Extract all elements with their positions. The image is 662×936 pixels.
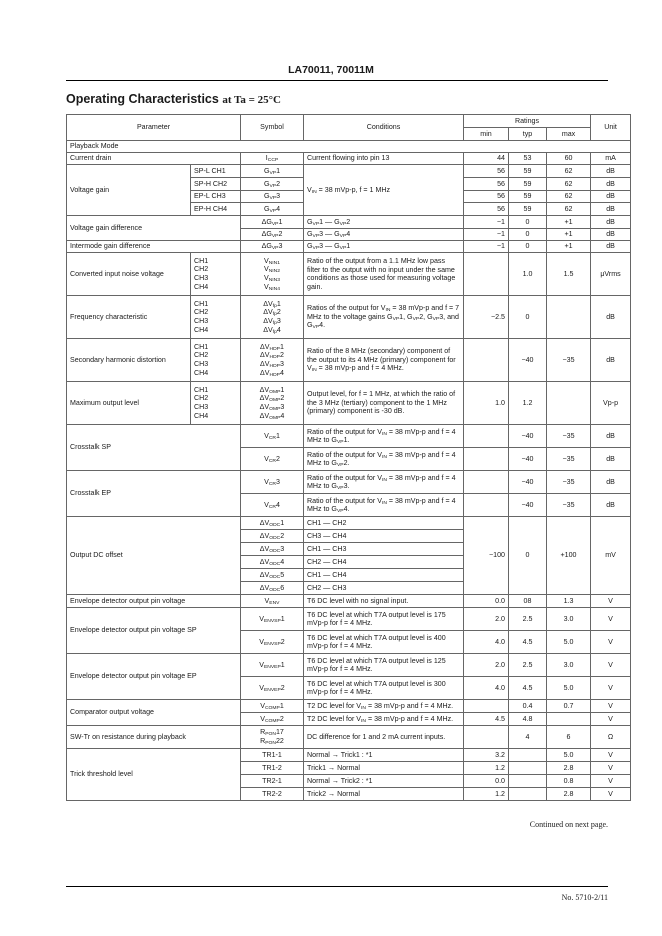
- cond: $G_{VP}3$ — $G_{VP}4$: [304, 229, 464, 241]
- symbol: TR2-2: [241, 788, 304, 801]
- unit: V: [591, 654, 631, 677]
- max: 62: [547, 203, 591, 216]
- cond: Trick2 → Normal: [304, 788, 464, 801]
- cond: CH2 — CH3: [304, 582, 464, 595]
- row-current-drain: [67, 153, 631, 165]
- symbol: $V_{ENV}$: [241, 595, 304, 608]
- typ: −40: [509, 425, 547, 448]
- max: 5.0: [547, 749, 591, 762]
- header-conditions: Conditions: [304, 115, 464, 141]
- max: +1: [547, 241, 591, 253]
- row-voltage-gain: [67, 165, 631, 178]
- symbol: $V_{CR}1$: [241, 425, 304, 448]
- mode-row: Playback Mode: [67, 141, 631, 153]
- channels: CH1 CH2 CH3 CH4: [191, 339, 241, 382]
- unit: V: [591, 713, 631, 726]
- symbol: $G_{VP}4$: [241, 203, 304, 216]
- typ: 0: [509, 517, 547, 595]
- param: Envelope detector output pin voltage SP: [67, 608, 241, 654]
- symbol: $\Delta V_{HDP}1$ $\Delta V_{HDP}2$ $\Delta V_{HDP}3$ $\Delta V_{HDP}4$: [241, 339, 304, 382]
- cond: Ratio of the output for $V_{IN} = 38$ mVp-p and f = 4 MHz to $G_{VP}4$.: [304, 494, 464, 517]
- typ: 4.5: [509, 677, 547, 700]
- min: [464, 253, 509, 296]
- max: +1: [547, 229, 591, 241]
- cond: $G_{VP}3$ — $G_{VP}1$: [304, 241, 464, 253]
- typ: 4.8: [509, 713, 547, 726]
- max: 60: [547, 153, 591, 165]
- cond: CH1 — CH2: [304, 517, 464, 530]
- max: 0.8: [547, 775, 591, 788]
- min: 1.2: [464, 762, 509, 775]
- top-rule: [66, 80, 608, 81]
- unit: V: [591, 775, 631, 788]
- cond: Ratio of the output for $V_{IN} = 38$ mVp-p and f = 4 MHz to $G_{VP}3$.: [304, 471, 464, 494]
- document-title: LA70011, 70011M: [288, 64, 374, 76]
- typ: 2.5: [509, 654, 547, 677]
- param: Maximum output level: [67, 382, 191, 425]
- symbol: TR2-1: [241, 775, 304, 788]
- min: −1: [464, 229, 509, 241]
- unit: mA: [591, 153, 631, 165]
- param: Current drain: [67, 153, 241, 165]
- channels: CH1 CH2 CH3 CH4: [191, 253, 241, 296]
- typ: 0: [509, 296, 547, 339]
- unit: V: [591, 677, 631, 700]
- max: −35: [547, 425, 591, 448]
- max: 1.5: [547, 253, 591, 296]
- min: 0.0: [464, 775, 509, 788]
- row-envelope-ep: [67, 654, 631, 677]
- min: −2.5: [464, 296, 509, 339]
- max: 62: [547, 178, 591, 191]
- typ: −40: [509, 448, 547, 471]
- min: [464, 339, 509, 382]
- row-envelope: [67, 595, 631, 608]
- cond: Normal → Trick2 : *1: [304, 775, 464, 788]
- symbol: $V_{NIN1}$ $V_{NIN2}$ $V_{NIN3}$ $V_{NIN4}$: [241, 253, 304, 296]
- cond: CH1 — CH4: [304, 569, 464, 582]
- param: SW-Tr on resistance during playback: [67, 726, 241, 749]
- symbol: $V_{CR}4$: [241, 494, 304, 517]
- unit: μVrms: [591, 253, 631, 296]
- continued-note: Continued on next page.: [529, 820, 608, 829]
- max: +100: [547, 517, 591, 595]
- min: 2.0: [464, 608, 509, 631]
- symbol: $\Delta V_{ODC}4$: [241, 556, 304, 569]
- cond: DC difference for 1 and 2 mA current inputs.: [304, 726, 464, 749]
- typ: −40: [509, 494, 547, 517]
- header-max: max: [547, 128, 591, 141]
- min: 4.0: [464, 677, 509, 700]
- channels: CH1 CH2 CH3 CH4: [191, 382, 241, 425]
- unit: dB: [591, 203, 631, 216]
- row-frequency: [67, 296, 631, 339]
- min: 3.2: [464, 749, 509, 762]
- unit: dB: [591, 448, 631, 471]
- symbol: $\Delta G_{VP}1$: [241, 216, 304, 229]
- symbol: $\Delta V_{ODC}2$: [241, 530, 304, 543]
- min: [464, 448, 509, 471]
- param: Converted input noise voltage: [67, 253, 191, 296]
- min: −1: [464, 216, 509, 229]
- typ: [509, 788, 547, 801]
- typ: 53: [509, 153, 547, 165]
- min: 56: [464, 191, 509, 203]
- max: −35: [547, 494, 591, 517]
- typ: 0: [509, 241, 547, 253]
- page-number: No. 5710-2/11: [561, 893, 608, 902]
- symbol: $\Delta G_{VP}2$: [241, 229, 304, 241]
- row-crosstalk-ep: [67, 471, 631, 494]
- param: Envelope detector output pin voltage EP: [67, 654, 241, 700]
- row-gain-difference: [67, 216, 631, 229]
- symbol: $G_{VP}1$: [241, 165, 304, 178]
- max: +1: [547, 216, 591, 229]
- typ: [509, 762, 547, 775]
- max: 6: [547, 726, 591, 749]
- max: 5.0: [547, 631, 591, 654]
- param: Envelope detector output pin voltage: [67, 595, 241, 608]
- section-title-text: Operating Characteristics: [66, 92, 219, 106]
- symbol: $V_{ENVSP}2$: [241, 631, 304, 654]
- unit: dB: [591, 296, 631, 339]
- row-harmonic: [67, 339, 631, 382]
- max: 5.0: [547, 677, 591, 700]
- sub: EP-L CH3: [191, 191, 241, 203]
- cond: Ratio of the output for $V_{IN} = 38$ mVp-p and f = 4 MHz to $G_{VP}1$.: [304, 425, 464, 448]
- row-sw-tr: [67, 726, 631, 749]
- typ: 1.0: [509, 253, 547, 296]
- unit: V: [591, 631, 631, 654]
- symbol: TR1-1: [241, 749, 304, 762]
- param: Secondary harmonic distortion: [67, 339, 191, 382]
- typ: 59: [509, 191, 547, 203]
- symbol: $\Delta V_{ODC}6$: [241, 582, 304, 595]
- min: 1.0: [464, 382, 509, 425]
- symbol: $R_{PON}17$ $R_{PON}22$: [241, 726, 304, 749]
- cond: Trick1 → Normal: [304, 762, 464, 775]
- min: −1: [464, 241, 509, 253]
- symbol: TR1-2: [241, 762, 304, 775]
- unit: V: [591, 762, 631, 775]
- param: Output DC offset: [67, 517, 241, 595]
- typ: 2.5: [509, 608, 547, 631]
- row-dc-offset: [67, 517, 631, 530]
- unit: dB: [591, 425, 631, 448]
- unit: dB: [591, 471, 631, 494]
- section-condition: at Ta = 25°C: [222, 94, 281, 106]
- min: 56: [464, 165, 509, 178]
- symbol: $V_{ENVSP}1$: [241, 608, 304, 631]
- unit: V: [591, 595, 631, 608]
- typ: 08: [509, 595, 547, 608]
- cond: T6 DC level at which T7A output level is 400 mVp-p for f = 4 MHz.: [304, 631, 464, 654]
- unit: dB: [591, 339, 631, 382]
- cond: $G_{VP}1$ — $G_{VP}2$: [304, 216, 464, 229]
- symbol: $V_{ENVEP}1$: [241, 654, 304, 677]
- min: 1.2: [464, 788, 509, 801]
- unit: V: [591, 608, 631, 631]
- min: −100: [464, 517, 509, 595]
- min: 0.0: [464, 595, 509, 608]
- unit: Ω: [591, 726, 631, 749]
- sub: SP-L CH1: [191, 165, 241, 178]
- unit: V: [591, 788, 631, 801]
- max: 0.7: [547, 700, 591, 713]
- max: 62: [547, 191, 591, 203]
- min: 56: [464, 178, 509, 191]
- symbol: $V_{COMP}2$: [241, 713, 304, 726]
- typ: [509, 775, 547, 788]
- unit: dB: [591, 229, 631, 241]
- min: [464, 494, 509, 517]
- cond: Ratios of the output for $V_{IN} = 38$ mVp-p and f = 7 MHz to the voltage gains $G_{VP}1$, $G_{VP}2$, $G_{VP}3$, and $G_{VP}4$.: [304, 296, 464, 339]
- symbol: $G_{VP}3$: [241, 191, 304, 203]
- symbol: $V_{COMP}1$: [241, 700, 304, 713]
- row-envelope-sp: [67, 608, 631, 631]
- symbol: $\Delta G_{VP}3$: [241, 241, 304, 253]
- symbol: $\Delta V_{ODC}1$: [241, 517, 304, 530]
- param: Voltage gain difference: [67, 216, 241, 241]
- channels: CH1 CH2 CH3 CH4: [191, 296, 241, 339]
- sub: EP-H CH4: [191, 203, 241, 216]
- symbol: $\Delta V_{fp}1$ $\Delta V_{fp}2$ $\Delta V_{fp}3$ $\Delta V_{fp}4$: [241, 296, 304, 339]
- typ: 0: [509, 216, 547, 229]
- typ: 4: [509, 726, 547, 749]
- typ: 0: [509, 229, 547, 241]
- max: [547, 713, 591, 726]
- sub: SP-H CH2: [191, 178, 241, 191]
- max: [547, 382, 591, 425]
- header-unit: Unit: [591, 115, 631, 141]
- max: 3.0: [547, 608, 591, 631]
- typ: 59: [509, 165, 547, 178]
- symbol: $\Delta V_{ODC}5$: [241, 569, 304, 582]
- typ: 1.2: [509, 382, 547, 425]
- min: 44: [464, 153, 509, 165]
- unit: dB: [591, 494, 631, 517]
- header-min: min: [464, 128, 509, 141]
- min: 2.0: [464, 654, 509, 677]
- header-typ: typ: [509, 128, 547, 141]
- max: −35: [547, 339, 591, 382]
- max: −35: [547, 471, 591, 494]
- row-comparator: [67, 700, 631, 713]
- param: Frequency characteristic: [67, 296, 191, 339]
- min: [464, 700, 509, 713]
- cond: Ratio of the output for $V_{IN} = 38$ mVp-p and f = 4 MHz to $G_{VP}2$.: [304, 448, 464, 471]
- section-title: [66, 92, 281, 106]
- min: [464, 471, 509, 494]
- symbol: $\Delta V_{ODC}3$: [241, 543, 304, 556]
- param: Crosstalk SP: [67, 425, 241, 471]
- max: 1.3: [547, 595, 591, 608]
- typ: [509, 749, 547, 762]
- param: Trick threshold level: [67, 749, 241, 801]
- cond: T6 DC level at which T7A output level is 125 mVp-p for f = 4 MHz.: [304, 654, 464, 677]
- symbol: $G_{VP}2$: [241, 178, 304, 191]
- cond: T2 DC level for $V_{IN} = 38$ mVp-p and f = 4 MHz.: [304, 700, 464, 713]
- row-intermode-gain: [67, 241, 631, 253]
- symbol: $I_{CCP}$: [241, 153, 304, 165]
- unit: V: [591, 749, 631, 762]
- header-parameter: Parameter: [67, 115, 241, 141]
- max: −35: [547, 448, 591, 471]
- unit: mV: [591, 517, 631, 595]
- typ: 4.5: [509, 631, 547, 654]
- cond: Ratio of the 8 MHz (secondary) component of the output to its 4 MHz (primary) component for $V_{IN} = 38$ mVp-p and f = 4 MHz.: [304, 339, 464, 382]
- cond: Current flowing into pin 13: [304, 153, 464, 165]
- param: Intermode gain difference: [67, 241, 241, 253]
- row-input-noise: [67, 253, 631, 296]
- typ: −40: [509, 471, 547, 494]
- max: 62: [547, 165, 591, 178]
- cond: Normal → Trick1 : *1: [304, 749, 464, 762]
- unit: dB: [591, 165, 631, 178]
- max: [547, 296, 591, 339]
- typ: 0.4: [509, 700, 547, 713]
- row-trick: [67, 749, 631, 762]
- cond: CH3 — CH4: [304, 530, 464, 543]
- cond: Output level, for f = 1 MHz, at which the ratio of the 3 MHz (tertiary) component to the 1 MHz (primary) component is -30 dB.: [304, 382, 464, 425]
- bottom-rule: [66, 886, 608, 887]
- cond: T2 DC level for $V_{IN} = 38$ mVp-p and f = 4 MHz.: [304, 713, 464, 726]
- cond: T6 DC level at which T7A output level is 300 mVp-p for f = 4 MHz.: [304, 677, 464, 700]
- row-max-output: [67, 382, 631, 425]
- min: 56: [464, 203, 509, 216]
- operating-characteristics-table: [66, 114, 631, 801]
- row-crosstalk-sp: [67, 425, 631, 448]
- symbol: $V_{ENVEP}2$: [241, 677, 304, 700]
- cond: T6 DC level at which T7A output level is 175 mVp-p for f = 4 MHz.: [304, 608, 464, 631]
- typ: 59: [509, 178, 547, 191]
- symbol: $V_{CR}3$: [241, 471, 304, 494]
- min: [464, 425, 509, 448]
- min: [464, 726, 509, 749]
- cond: $V_{IN} = 38$ mVp-p, f = 1 MHz: [304, 165, 464, 216]
- max: 3.0: [547, 654, 591, 677]
- header-ratings: Ratings: [464, 115, 591, 128]
- cond: T6 DC level with no signal input.: [304, 595, 464, 608]
- unit: V: [591, 700, 631, 713]
- symbol: $V_{CR}2$: [241, 448, 304, 471]
- param: Crosstalk EP: [67, 471, 241, 517]
- max: 2.8: [547, 788, 591, 801]
- max: 2.8: [547, 762, 591, 775]
- cond: Ratio of the output from a 1.1 MHz low pass filter to the output with no input under the same conditions as those used for measuring voltage gain.: [304, 253, 464, 296]
- param: Voltage gain: [67, 165, 191, 216]
- unit: dB: [591, 241, 631, 253]
- typ: 59: [509, 203, 547, 216]
- min: 4.5: [464, 713, 509, 726]
- unit: dB: [591, 216, 631, 229]
- min: 4.0: [464, 631, 509, 654]
- unit: Vp-p: [591, 382, 631, 425]
- header-symbol: Symbol: [241, 115, 304, 141]
- typ: −40: [509, 339, 547, 382]
- cond: CH2 — CH4: [304, 556, 464, 569]
- cond: CH1 — CH3: [304, 543, 464, 556]
- unit: dB: [591, 191, 631, 203]
- unit: dB: [591, 178, 631, 191]
- symbol: $\Delta V_{OMP}1$ $\Delta V_{OMP}2$ $\Delta V_{OMP}3$ $\Delta V_{OMP}4$: [241, 382, 304, 425]
- param: Comparator output voltage: [67, 700, 241, 726]
